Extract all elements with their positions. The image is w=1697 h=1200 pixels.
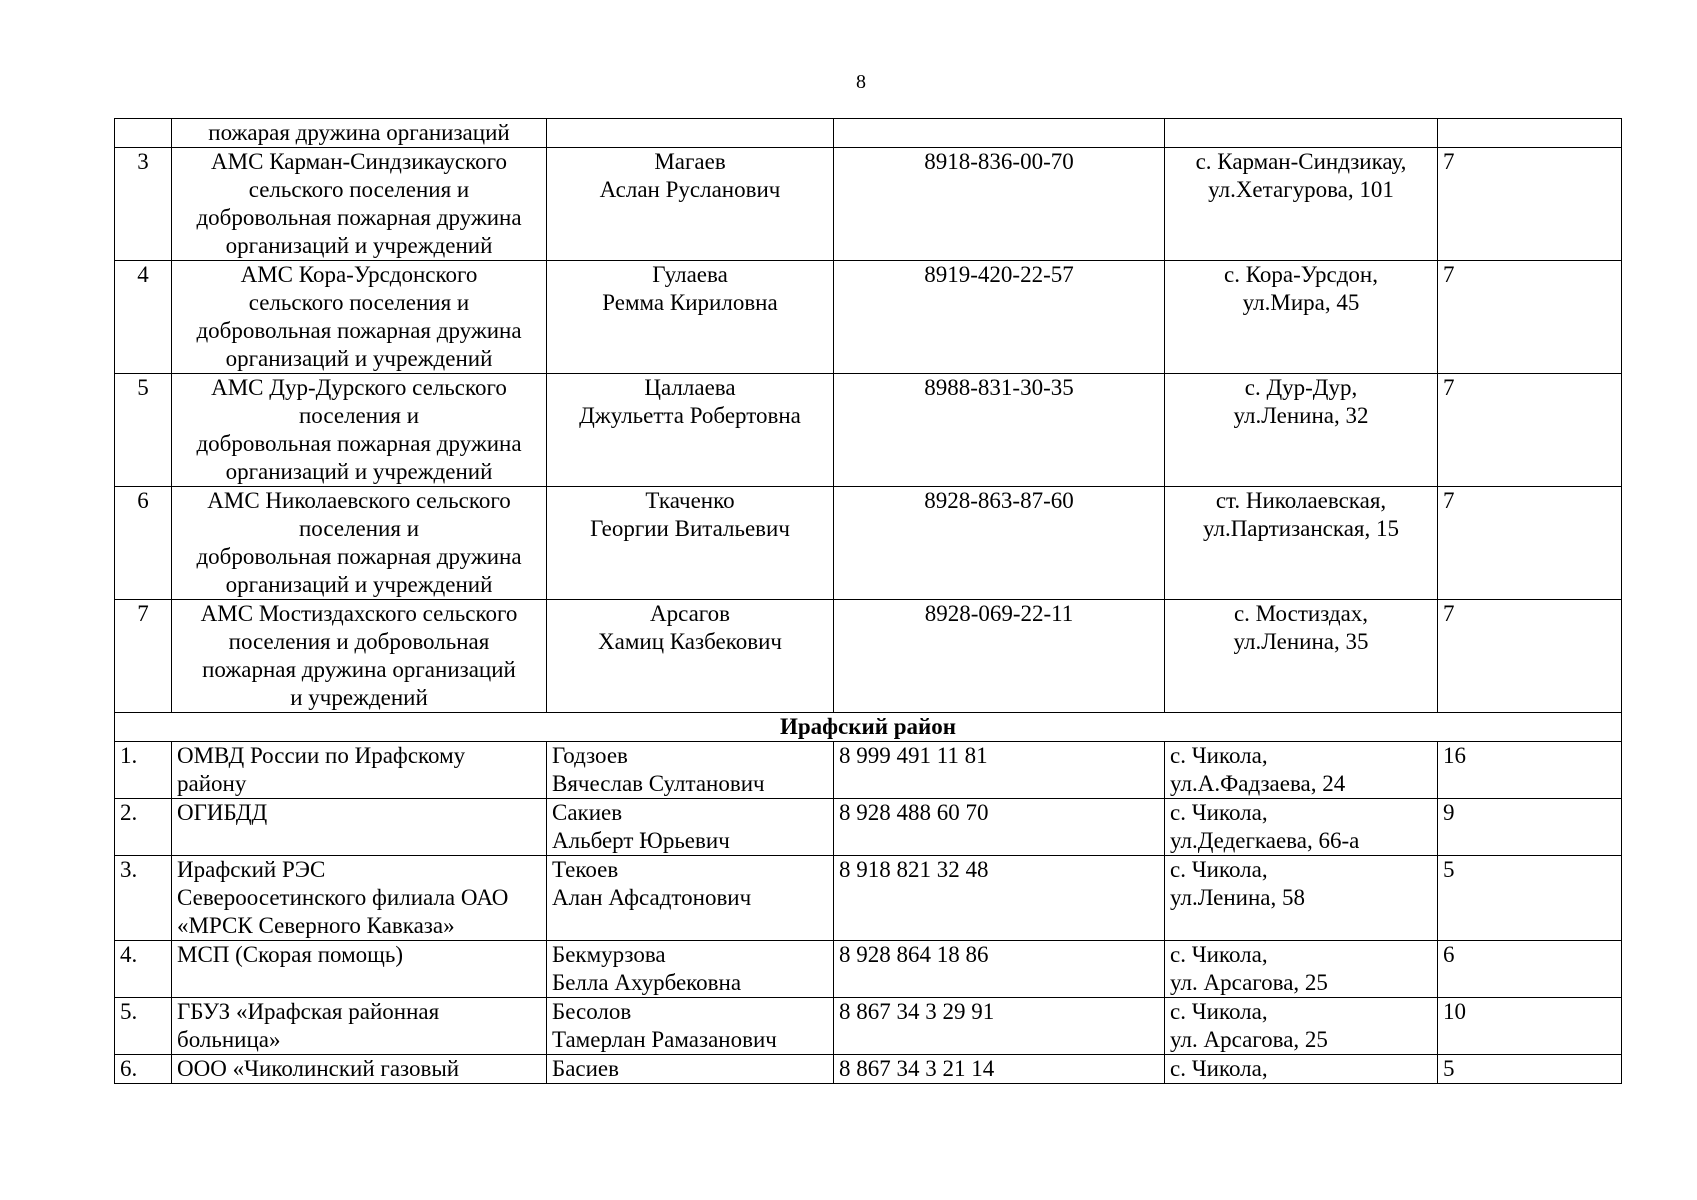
person-cell: Годзоев Вячеслав Султанович	[547, 742, 834, 799]
count-cell: 10	[1438, 998, 1622, 1055]
row-number: 4.	[115, 941, 172, 998]
person-cell: Сакиев Альберт Юрьевич	[547, 799, 834, 856]
address-cell: с. Чикола, ул.Ленина, 58	[1165, 856, 1438, 941]
address-cell: с. Чикола,	[1165, 1055, 1438, 1084]
row-number: 5	[115, 374, 172, 487]
row-number: 3.	[115, 856, 172, 941]
count-cell: 7	[1438, 261, 1622, 374]
person-cell: Бесолов Тамерлан Рамазанович	[547, 998, 834, 1055]
organization-cell: АМС Кора-Урсдонского сельского поселения и добровольная пожарная дружина организаций и учреждений	[172, 261, 547, 374]
phone-cell: 8 999 491 11 81	[834, 742, 1165, 799]
person-cell: Гулаева Ремма Кириловна	[547, 261, 834, 374]
row-number: 2.	[115, 799, 172, 856]
person-cell: Бекмурзова Белла Ахурбековна	[547, 941, 834, 998]
count-cell: 7	[1438, 148, 1622, 261]
organization-cell: ОМВД России по Ирафскому району	[172, 742, 547, 799]
address-cell: ст. Николаевская, ул.Партизанская, 15	[1165, 487, 1438, 600]
section-header-row	[115, 713, 1622, 742]
phone-cell: 8988-831-30-35	[834, 374, 1165, 487]
organization-cell: МСП (Скорая помощь)	[172, 941, 547, 998]
person-cell	[547, 119, 834, 148]
section-title: Ирафский район	[115, 713, 1622, 742]
count-cell: 6	[1438, 941, 1622, 998]
table-row	[115, 374, 1622, 487]
row-number	[115, 119, 172, 148]
table-row	[115, 742, 1622, 799]
phone-cell: 8 928 488 60 70	[834, 799, 1165, 856]
table-row	[115, 799, 1622, 856]
table-row	[115, 119, 1622, 148]
row-number: 4	[115, 261, 172, 374]
row-number: 5.	[115, 998, 172, 1055]
count-cell: 5	[1438, 856, 1622, 941]
person-cell: Цаллаева Джульетта Робертовна	[547, 374, 834, 487]
phone-cell: 8928-069-22-11	[834, 600, 1165, 713]
table-row	[115, 148, 1622, 261]
address-cell: с. Дур-Дур, ул.Ленина, 32	[1165, 374, 1438, 487]
address-cell: с. Карман-Синдзикау, ул.Хетагурова, 101	[1165, 148, 1438, 261]
phone-cell: 8 867 34 3 29 91	[834, 998, 1165, 1055]
address-cell: с. Мостиздах, ул.Ленина, 35	[1165, 600, 1438, 713]
phone-cell: 8 928 864 18 86	[834, 941, 1165, 998]
person-cell: Магаев Аслан Русланович	[547, 148, 834, 261]
organization-cell: АМС Дур-Дурского сельского поселения и добровольная пожарная дружина организаций и учреждений	[172, 374, 547, 487]
person-cell: Ткаченко Георгии Витальевич	[547, 487, 834, 600]
row-number: 3	[115, 148, 172, 261]
row-number: 6	[115, 487, 172, 600]
table-row	[115, 1055, 1622, 1084]
organization-cell: АМС Карман-Синдзикауского сельского поселения и добровольная пожарная дружина организаций и учреждений	[172, 148, 547, 261]
phone-cell: 8 867 34 3 21 14	[834, 1055, 1165, 1084]
row-number: 6.	[115, 1055, 172, 1084]
row-number: 7	[115, 600, 172, 713]
organization-cell: АМС Николаевского сельского поселения и добровольная пожарная дружина организаций и учреждений	[172, 487, 547, 600]
phone-cell: 8 918 821 32 48	[834, 856, 1165, 941]
count-cell: 16	[1438, 742, 1622, 799]
count-cell: 5	[1438, 1055, 1622, 1084]
page-number: 8	[856, 71, 866, 93]
contacts-table	[114, 118, 1622, 1084]
phone-cell	[834, 119, 1165, 148]
person-cell: Арсагов Хамиц Казбекович	[547, 600, 834, 713]
organization-cell: АМС Мостиздахского сельского поселения и добровольная пожарная дружина организаций и учреждений	[172, 600, 547, 713]
table-row	[115, 261, 1622, 374]
address-cell	[1165, 119, 1438, 148]
address-cell: с. Чикола, ул.Дедегкаева, 66-а	[1165, 799, 1438, 856]
table-row	[115, 856, 1622, 941]
organization-cell: ООО «Чиколинский газовый	[172, 1055, 547, 1084]
table-row	[115, 600, 1622, 713]
organization-cell: пожарая дружина организаций	[172, 119, 547, 148]
table-row	[115, 487, 1622, 600]
person-cell: Басиев	[547, 1055, 834, 1084]
count-cell: 7	[1438, 487, 1622, 600]
count-cell: 9	[1438, 799, 1622, 856]
address-cell: с. Чикола, ул. Арсагова, 25	[1165, 941, 1438, 998]
table-row	[115, 998, 1622, 1055]
organization-cell: ОГИБДД	[172, 799, 547, 856]
person-cell: Текоев Алан Афсадтонович	[547, 856, 834, 941]
phone-cell: 8919-420-22-57	[834, 261, 1165, 374]
address-cell: с. Чикола, ул. Арсагова, 25	[1165, 998, 1438, 1055]
count-cell	[1438, 119, 1622, 148]
phone-cell: 8928-863-87-60	[834, 487, 1165, 600]
count-cell: 7	[1438, 600, 1622, 713]
organization-cell: ГБУЗ «Ирафская районная больница»	[172, 998, 547, 1055]
address-cell: с. Кора-Урсдон, ул.Мира, 45	[1165, 261, 1438, 374]
organization-cell: Ирафский РЭС Североосетинского филиала ОАО «МРСК Северного Кавказа»	[172, 856, 547, 941]
row-number: 1.	[115, 742, 172, 799]
address-cell: с. Чикола, ул.А.Фадзаева, 24	[1165, 742, 1438, 799]
phone-cell: 8918-836-00-70	[834, 148, 1165, 261]
count-cell: 7	[1438, 374, 1622, 487]
table-row	[115, 941, 1622, 998]
